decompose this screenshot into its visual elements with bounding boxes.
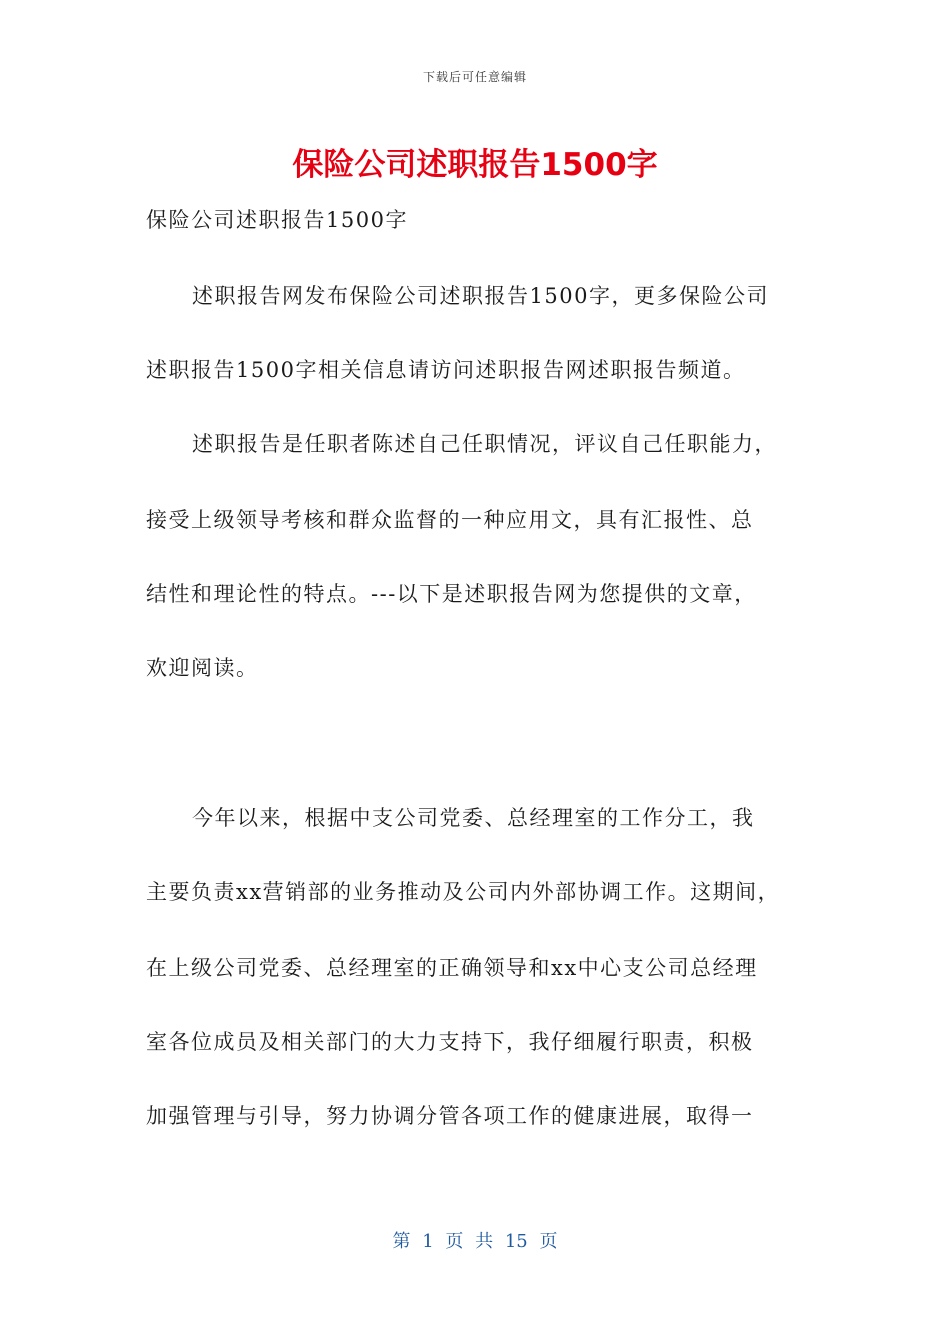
paragraph-line: 室各位成员及相关部门的大力支持下，我仔细履行职责，积极 [146, 1030, 754, 1054]
paragraph-line: 今年以来，根据中支公司党委、总经理室的工作分工，我 [192, 806, 755, 830]
document-title: 保险公司述职报告1500字 [292, 147, 658, 183]
paragraph-line: 主要负责xx营销部的业务推动及公司内外部协调工作。这期间， [146, 880, 781, 904]
paragraph-line: 结性和理论性的特点。---以下是述职报告网为您提供的文章， [146, 582, 757, 606]
subtitle-line: 保险公司述职报告1500字 [146, 208, 408, 232]
paragraph-line: 欢迎阅读。 [146, 656, 259, 680]
paragraph-line: 述职报告1500字相关信息请访问述职报告网述职报告频道。 [146, 358, 746, 382]
paragraph-line: 加强管理与引导，努力协调分管各项工作的健康进展，取得一 [146, 1104, 754, 1128]
page-footer: 第 1 页 共 15 页 [392, 1231, 558, 1252]
paragraph-line: 述职报告网发布保险公司述职报告1500字，更多保险公司 [192, 284, 769, 308]
paragraph-line: 在上级公司党委、总经理室的正确领导和xx中心支公司总经理 [146, 956, 758, 980]
paragraph-line: 述职报告是任职者陈述自己任职情况，评议自己任职能力， [192, 432, 777, 456]
paragraph-line: 接受上级领导考核和群众监督的一种应用文，具有汇报性、总 [146, 508, 754, 532]
header-note: 下载后可任意编辑 [422, 70, 527, 84]
